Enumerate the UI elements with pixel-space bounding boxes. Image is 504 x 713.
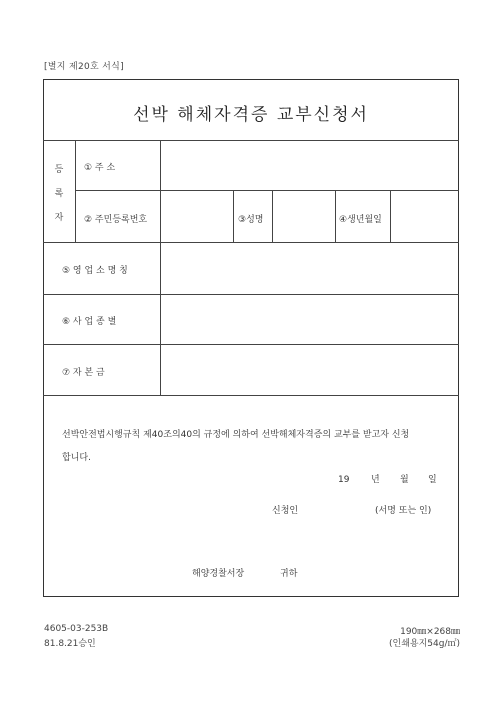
birth-date-label: ④생년월일 xyxy=(339,215,382,225)
rule-before-name-label xyxy=(233,190,234,242)
registrant-label-char-1: 등 xyxy=(54,165,64,175)
paper-size: 190㎜×268㎜ xyxy=(400,627,460,637)
signature-note: (서명 또는 인) xyxy=(375,506,432,516)
form-code: 4605-03-253B xyxy=(44,624,109,634)
paper-weight: (인쇄용지54g/㎡) xyxy=(389,639,460,649)
resident-number-label: ② 주민등록번호 xyxy=(84,215,148,225)
rule-label-column xyxy=(160,140,161,395)
address-label: ① 주 소 xyxy=(84,163,116,173)
business-type-label: ⑥ 사 업 종 별 xyxy=(62,317,117,327)
rule-after-name-label xyxy=(272,190,273,242)
rule-below-capital xyxy=(43,395,459,396)
addressee: 해양경찰서장 xyxy=(192,569,245,579)
rule-below-title xyxy=(43,140,459,141)
applicant-label: 신청인 xyxy=(272,506,299,516)
registrant-label-char-2: 록 xyxy=(54,189,64,199)
rule-below-registrant xyxy=(43,242,459,243)
rule-after-birth-label xyxy=(390,190,391,242)
rule-below-business-type xyxy=(43,344,459,345)
application-statement-line-2: 합니다. xyxy=(62,453,91,463)
business-name-label: ⑤ 영 업 소 명 칭 xyxy=(62,266,128,276)
form-title: 선박 해체자격증 교부신청서 xyxy=(133,105,369,125)
application-statement-line-1: 선박안전법시행규칙 제40조의40의 규정에 의하여 선박해체자격증의 교부를 받고자 신청 xyxy=(62,430,410,440)
name-label: ③성명 xyxy=(238,215,264,225)
date-year-unit: 년 xyxy=(371,475,380,485)
date-month-unit: 월 xyxy=(400,475,409,485)
rule-below-business-name xyxy=(43,294,459,295)
application-form xyxy=(43,79,459,597)
rule-registrant-column xyxy=(75,140,76,242)
rule-between-registrant-rows xyxy=(75,190,459,191)
form-number-label: [별지 제20호 서식] xyxy=(44,62,124,72)
approval-date: 81.8.21승인 xyxy=(44,639,96,649)
capital-label: ⑦ 자 본 금 xyxy=(62,368,105,378)
date-year: 19 xyxy=(338,475,350,485)
registrant-label-char-3: 자 xyxy=(54,213,64,223)
rule-before-birth-label xyxy=(335,190,336,242)
honorific: 귀하 xyxy=(280,569,298,579)
date-day-unit: 일 xyxy=(428,475,437,485)
